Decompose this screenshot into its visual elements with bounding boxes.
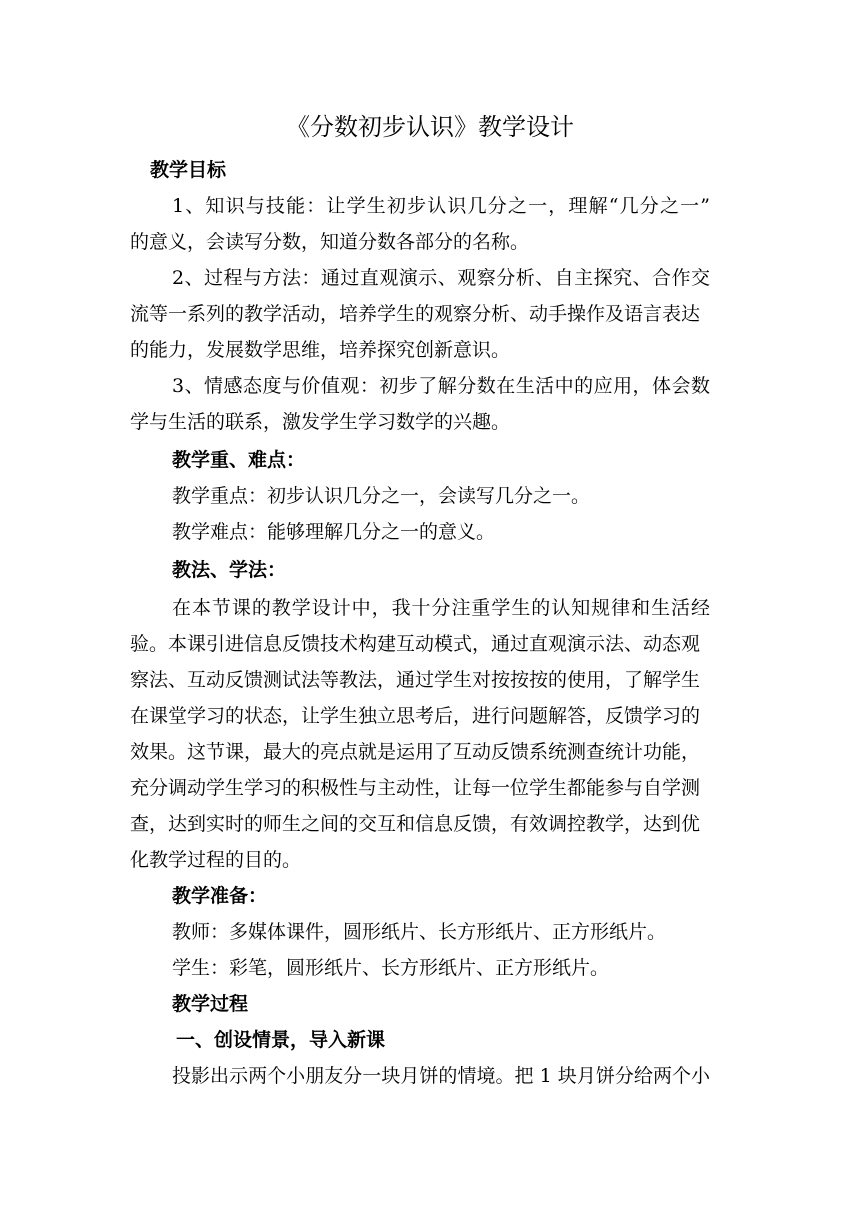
methods-line-6: 充分调动学生学习的积极性与主动性，让每一位学生都能参与自学测	[130, 777, 701, 799]
objective-1-line-1: 1、知识与技能：让学生初步认识几分之一，理解“几分之一”	[172, 195, 710, 217]
heading-key-points: 教学重、难点：	[172, 449, 306, 471]
objective-2-line-3: 的能力，发展数学思维，培养探究创新意识。	[130, 339, 511, 361]
objective-2-line-1: 2、过程与方法：通过直观演示、观察分析、自主探究、合作交	[172, 267, 710, 289]
objective-2-line-2: 流等一系列的教学活动，培养学生的观察分析、动手操作及语言表达	[130, 303, 701, 325]
objective-1-line-2: 的意义，会读写分数，知道分数各部分的名称。	[130, 231, 530, 253]
methods-line-8: 化教学过程的目的。	[130, 849, 302, 871]
heading-objectives: 教学目标	[150, 159, 227, 181]
key-point-text: 教学重点：初步认识几分之一，会读写几分之一。	[172, 485, 591, 507]
methods-line-7: 查，达到实时的师生之间的交互和信息反馈，有效调控教学，达到优	[130, 813, 701, 835]
methods-line-2: 验。本课引进信息反馈技术构建互动模式，通过直观演示法、动态观	[130, 633, 701, 655]
document-title: 《分数初步认识》教学设计	[286, 113, 574, 141]
process-line-1: 投影出示两个小朋友分一块月饼的情境。把 1 块月饼分给两个小	[172, 1065, 710, 1087]
process-step-1-heading: 一、创设情景，导入新课	[176, 1029, 386, 1051]
difficult-point-text: 教学难点：能够理解几分之一的意义。	[172, 521, 496, 543]
methods-line-3: 察法、互动反馈测试法等教法，通过学生对按按按的使用，了解学生	[130, 669, 701, 691]
heading-process: 教学过程	[172, 993, 249, 1015]
preparation-student: 学生：彩笔，圆形纸片、长方形纸片、正方形纸片。	[172, 957, 610, 979]
heading-methods: 教法、学法：	[172, 559, 287, 581]
preparation-teacher: 教师：多媒体课件，圆形纸片、长方形纸片、正方形纸片。	[172, 921, 667, 943]
heading-preparation: 教学准备：	[172, 885, 268, 907]
objective-3-line-1: 3、情感态度与价值观：初步了解分数在生活中的应用，体会数	[172, 375, 710, 397]
objective-3-line-2: 学与生活的联系，激发学生学习数学的兴趣。	[130, 411, 511, 433]
methods-line-4: 在课堂学习的状态，让学生独立思考后，进行问题解答，反馈学习的	[130, 705, 701, 727]
methods-line-5: 效果。这节课，最大的亮点就是运用了互动反馈系统测查统计功能，	[130, 741, 701, 763]
methods-line-1: 在本节课的教学设计中，我十分注重学生的认知规律和生活经	[172, 597, 710, 619]
